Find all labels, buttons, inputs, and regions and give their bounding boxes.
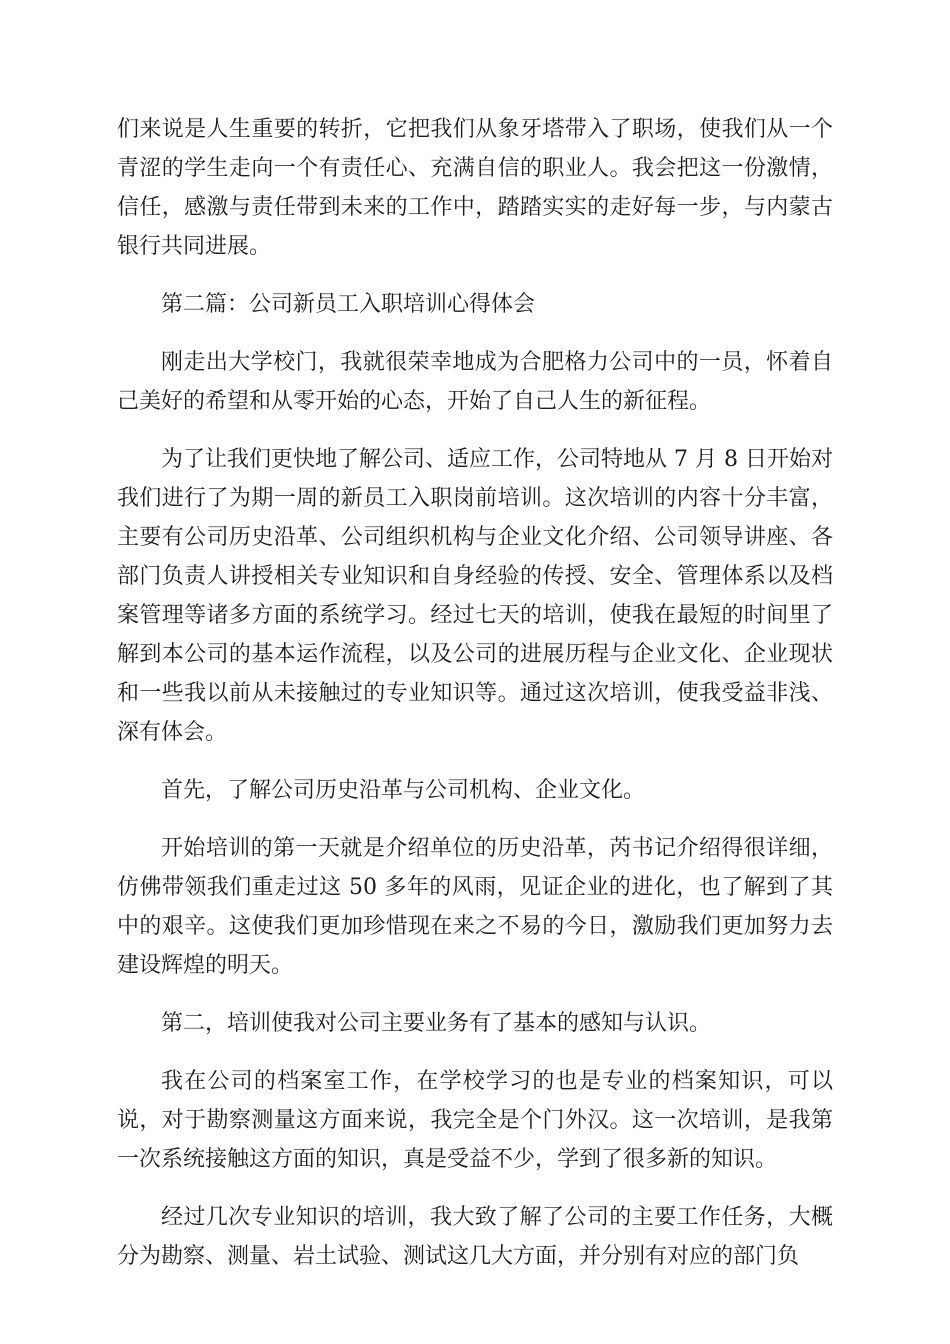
paragraph: 为了让我们更快地了解公司、适应工作，公司特地从 7 月 8 日开始对我们进行了为期一周的新员工入职岗前培训。这次培训的内容十分丰富，主要有公司历史沿革、公司组织机构与企业文化介绍、公司领导讲座、各部门负责人讲授相关专业知识和自身经验的传授、安全、管理体系以及档案管理等诸多方面的系统学习。经过七天的培训，使我在最短的时间里了解到本公司的基本运作流程，以及公司的进展历程与企业文化、企业现状和一些我以前从未接触过的专业知识等。通过这次培训，使我受益非浅、深有体会。 bbox=[117, 447, 833, 745]
paragraph: 我在公司的档案室工作，在学校学习的也是专业的档案知识，可以说，对于勘察测量这方面来说，我完全是个门外汉。这一次培训，是我第一次系统接触这方面的知识，真是受益不少，学到了很多新的知识。 bbox=[117, 1069, 833, 1172]
paragraph: 开始培训的第一天就是介绍单位的历史沿革，芮书记介绍得很详细，仿佛带领我们重走过这 50 多年的风雨，见证企业的进化，也了解到了其中的艰辛。这使我们更加珍惜现在来之不易的今日，激励我们更加努力去建设辉煌的明天。 bbox=[117, 836, 833, 978]
paragraph: 经过几次专业知识的培训，我大致了解了公司的主要工作任务，大概分为勘察、测量、岩土试验、测试这几大方面，并分别有对应的部门负 bbox=[117, 1205, 833, 1269]
paragraph: 刚走出大学校门，我就很荣幸地成为合肥格力公司中的一员，怀着自己美好的希望和从零开始的心态，开始了自己人生的新征程。 bbox=[117, 350, 833, 414]
paragraph: 第二，培训使我对公司主要业务有了基本的感知与认识。 bbox=[161, 1011, 712, 1036]
document-body bbox=[117, 110, 833, 1295]
paragraph-continuation: 们来说是人生重要的转折，它把我们从象牙塔带入了职场，使我们从一个青涩的学生走向一个有责任心、充满自信的职业人。我会把这一份激情，信任，感激与责任带到未来的工作中，踏踏实实的走好每一步，与内蒙古银行共同进展。 bbox=[117, 117, 833, 259]
paragraph: 首先，了解公司历史沿革与公司机构、企业文化。 bbox=[161, 778, 646, 803]
section-heading: 第二篇：公司新员工入职培训心得体会 bbox=[161, 292, 536, 317]
